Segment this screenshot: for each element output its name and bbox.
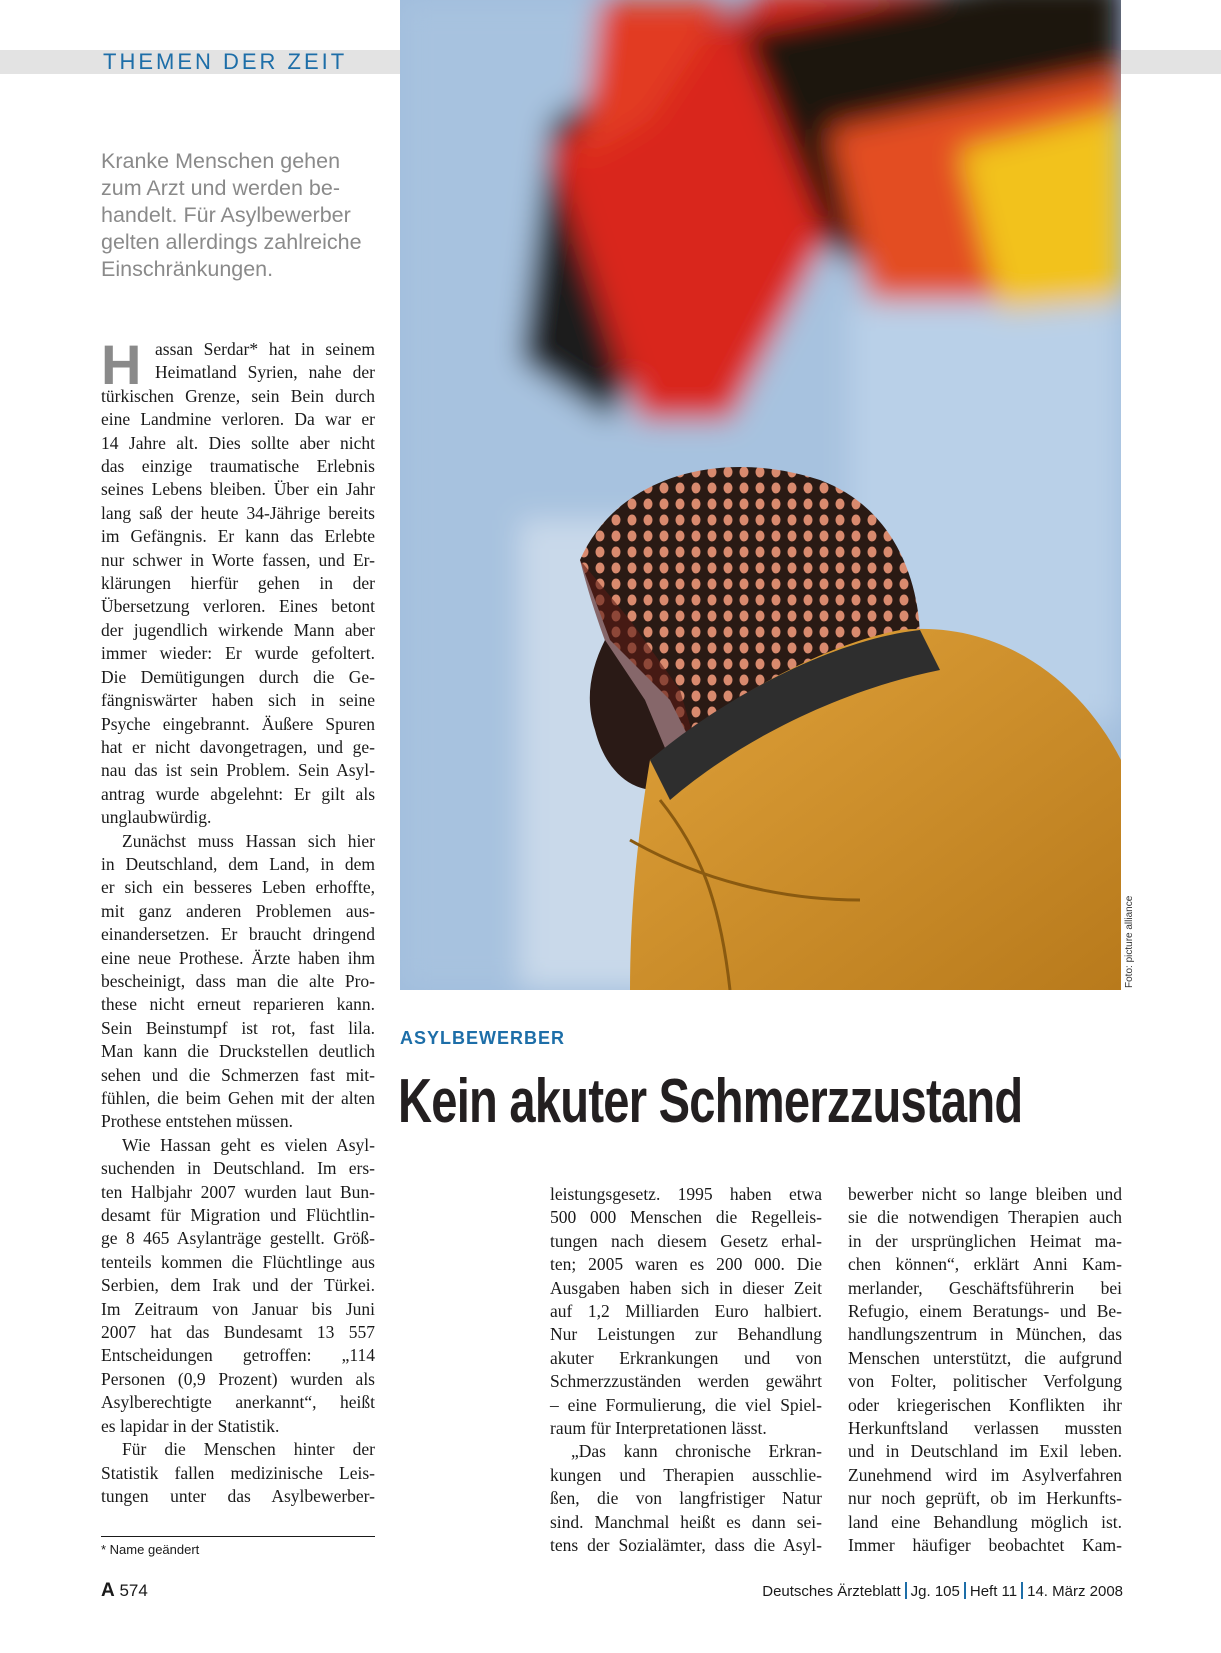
- body-line: Immer häufiger beobachtet Kam-: [848, 1535, 1122, 1556]
- body-line: ten Halbjahr 2007 wurden laut Bun-: [101, 1181, 375, 1202]
- body-line: bewerber nicht so lange bleiben und: [848, 1184, 1122, 1204]
- body-line: suchenden in Deutschland. Im ers-: [101, 1158, 375, 1179]
- separator: [1021, 1582, 1023, 1599]
- body-line: Zunächst muss Hassan sich hier: [122, 830, 375, 851]
- body-line: in der ursprünglichen Heimat ma-: [848, 1230, 1122, 1251]
- body-line: tungen unter das Asylbewerber-: [101, 1485, 375, 1506]
- body-line: immer wieder: Er wurde gefoltert.: [101, 643, 375, 664]
- body-line: „Das kann chronische Erkran-: [571, 1441, 822, 1462]
- journal-volume: Jg. 105: [910, 1583, 960, 1600]
- journal-issue: Heft 11: [969, 1583, 1018, 1600]
- article-kicker: ASYLBEWERBER: [400, 1028, 566, 1048]
- body-line: Man kann die Druckstellen deutlich: [101, 1041, 375, 1062]
- body-line: eine neue Prothese. Ärzte haben ihm: [101, 947, 375, 968]
- body-line: leistungsgesetz. 1995 haben etwa: [550, 1184, 822, 1204]
- body-line: und in Deutschland im Exil leben.: [848, 1441, 1122, 1462]
- section-label: THEMEN DER ZEIT: [103, 49, 348, 74]
- deck-line: zum Arzt und werden be-: [101, 176, 341, 200]
- body-line: antrag wurde abgelehnt: Er gilt als: [101, 783, 375, 804]
- body-line: oder kriegerischen Konflikten ihr: [848, 1394, 1122, 1415]
- body-line: in Deutschland, dem Land, in dem: [101, 853, 375, 874]
- deck-line: Kranke Menschen gehen: [101, 149, 341, 173]
- body-line: ten; 2005 waren es 200 000. Die: [550, 1254, 822, 1275]
- body-line: nur noch geprüft, ob im Herkunfts-: [848, 1488, 1122, 1509]
- article-deck: [101, 148, 387, 283]
- body-line: these nicht erneut reparieren kann.: [101, 994, 375, 1015]
- body-line: einandersetzen. Er braucht dringend: [101, 924, 375, 945]
- drop-cap-letter: H: [101, 342, 142, 384]
- body-line: fühlen, die beim Gehen mit der alten: [101, 1088, 375, 1108]
- body-line: Sein Beinstumpf ist rot, fast lila.: [101, 1017, 375, 1038]
- body-line: Menschen unterstützt, die aufgrund: [848, 1347, 1122, 1368]
- body-line: unglaubwürdig.: [101, 807, 212, 828]
- footnote: * Name geändert: [101, 1542, 200, 1557]
- body-line: Entscheidungen getroffen: „114: [101, 1345, 375, 1366]
- body-line: Im Zeitraum von Januar bis Juni: [101, 1298, 375, 1319]
- body-line: seines Lebens bleiben. Über ein Jahr: [101, 479, 375, 500]
- separator: [964, 1582, 966, 1599]
- deck-line: handelt. Für Asylbewerber: [101, 203, 351, 227]
- body-line: Ausgaben haben sich in dieser Zeit: [550, 1277, 822, 1298]
- body-line: Personen (0,9 Prozent) wurden als: [101, 1368, 375, 1389]
- body-line: lang saß der heute 34-Jährige bereits: [101, 502, 375, 523]
- body-line: Serbien, dem Irak und der Türkei.: [101, 1275, 375, 1296]
- photo-credit: Foto: picture alliance: [1124, 895, 1135, 988]
- body-line: land eine Behandlung möglich ist.: [848, 1511, 1122, 1532]
- journal-info: [762, 1582, 1123, 1600]
- article-photo: [400, 0, 1121, 990]
- body-line: merlander, Geschäftsführerin bei: [848, 1277, 1122, 1298]
- article-column-3: [848, 1183, 1122, 1558]
- body-line: bescheinigt, dass man die alte Pro-: [101, 970, 375, 991]
- body-line: es lapidar in der Statistik.: [101, 1415, 280, 1436]
- journal-name: Deutsches Ärzteblatt: [762, 1583, 901, 1600]
- body-line: 14 Jahre alt. Dies sollte aber nicht: [101, 432, 375, 453]
- footnote-rule: [101, 1536, 375, 1537]
- deck-line: Einschränkungen.: [101, 257, 274, 281]
- body-line: assan Serdar* hat in seinem: [155, 339, 375, 359]
- body-line: – eine Formulierung, die viel Spiel-: [550, 1394, 822, 1415]
- body-line: Wie Hassan geht es vielen Asyl-: [122, 1134, 375, 1155]
- separator: [905, 1582, 907, 1599]
- body-line: kungen und Therapien ausschlie-: [550, 1464, 822, 1485]
- page-number-value: 574: [119, 1581, 148, 1600]
- page-prefix: A: [101, 1580, 115, 1601]
- body-line: Psyche eingebrannt. Äußere Spuren: [101, 713, 375, 734]
- body-line: tenteils kommen die Flüchtlinge aus: [101, 1251, 375, 1272]
- body-line: sie die notwendigen Therapien auch: [848, 1207, 1122, 1228]
- body-line: ßen, die von langfristiger Natur: [550, 1488, 822, 1509]
- body-line: Statistik fallen medizinische Leis-: [101, 1462, 375, 1483]
- body-line: türkischen Grenze, sein Bein durch: [101, 385, 375, 406]
- article-column-2: [550, 1183, 822, 1558]
- body-line: fängniswärter haben sich in seine: [101, 690, 375, 711]
- body-line: im Gefängnis. Er kann das Erlebte: [101, 526, 375, 547]
- body-line: 2007 hat das Bundesamt 13 557: [101, 1322, 375, 1343]
- body-line: hat er nicht davongetragen, und ge-: [101, 736, 375, 757]
- body-line: sehen und die Schmerzen fast mit-: [101, 1064, 375, 1085]
- body-line: Übersetzung verloren. Eines betont: [101, 596, 375, 617]
- article-headline: Kein akuter Schmerzzustand: [398, 1067, 1023, 1136]
- body-line: Für die Menschen hinter der: [122, 1439, 375, 1460]
- body-line: tungen nach diesem Gesetz erhal-: [550, 1230, 822, 1251]
- body-line: raum für Interpretationen lässt.: [550, 1418, 767, 1439]
- body-line: desamt für Migration und Flüchtlin-: [101, 1205, 375, 1226]
- body-line: der jugendlich wirkende Mann aber: [101, 619, 375, 640]
- journal-date: 14. März 2008: [1027, 1583, 1123, 1600]
- body-line: 500 000 Menschen die Regelleis-: [550, 1207, 822, 1228]
- body-line: das einzige traumatische Erlebnis: [101, 456, 375, 477]
- drop-cap: [101, 342, 149, 384]
- body-line: Nur Leistungen zur Behandlung: [550, 1324, 822, 1345]
- body-line: Schmerzzuständen werden gewährt: [550, 1371, 822, 1392]
- body-line: tens der Sozialämter, dass die Asyl-: [550, 1535, 822, 1556]
- body-line: eine Landmine verloren. Da war er: [101, 409, 375, 430]
- body-line: akuter Erkrankungen und von: [550, 1347, 822, 1368]
- body-line: nau das ist sein Problem. Sein Asyl-: [101, 760, 375, 781]
- body-line: Heimatland Syrien, nahe der: [155, 362, 375, 383]
- article-column-1: [101, 338, 375, 1508]
- body-line: er sich ein besseres Leben erhoffte,: [101, 877, 375, 898]
- body-line: nur schwer in Worte fassen, und Er-: [101, 549, 375, 570]
- body-line: Herkunftsland verlassen mussten: [848, 1418, 1122, 1439]
- deck-line: gelten allerdings zahlreiche: [101, 230, 362, 254]
- header-band-right: [1121, 50, 1221, 74]
- body-line: Prothese entstehen müssen.: [101, 1111, 293, 1132]
- body-line: handlungszentrum in München, das: [848, 1324, 1122, 1345]
- body-line: von Folter, politischer Verfolgung: [848, 1371, 1122, 1392]
- body-line: klärungen hierfür gehen in der: [101, 573, 375, 594]
- body-line: Zunehmend wird im Asylverfahren: [848, 1464, 1122, 1485]
- body-line: ge 8 465 Asylanträge gestellt. Größ-: [101, 1228, 375, 1249]
- body-line: Refugio, einem Beratungs- und Be-: [848, 1301, 1122, 1322]
- body-line: chen können“, erklärt Anni Kam-: [848, 1254, 1122, 1275]
- body-line: sind. Manchmal heißt es dann sei-: [550, 1511, 822, 1532]
- body-line: mit ganz anderen Problemen aus-: [101, 900, 375, 921]
- body-line: Die Demütigungen durch die Ge-: [101, 666, 375, 687]
- body-line: auf 1,2 Milliarden Euro halbiert.: [550, 1301, 822, 1322]
- page-number: [101, 1580, 148, 1602]
- body-line: Asylberechtigte anerkannt“, heißt: [101, 1392, 375, 1413]
